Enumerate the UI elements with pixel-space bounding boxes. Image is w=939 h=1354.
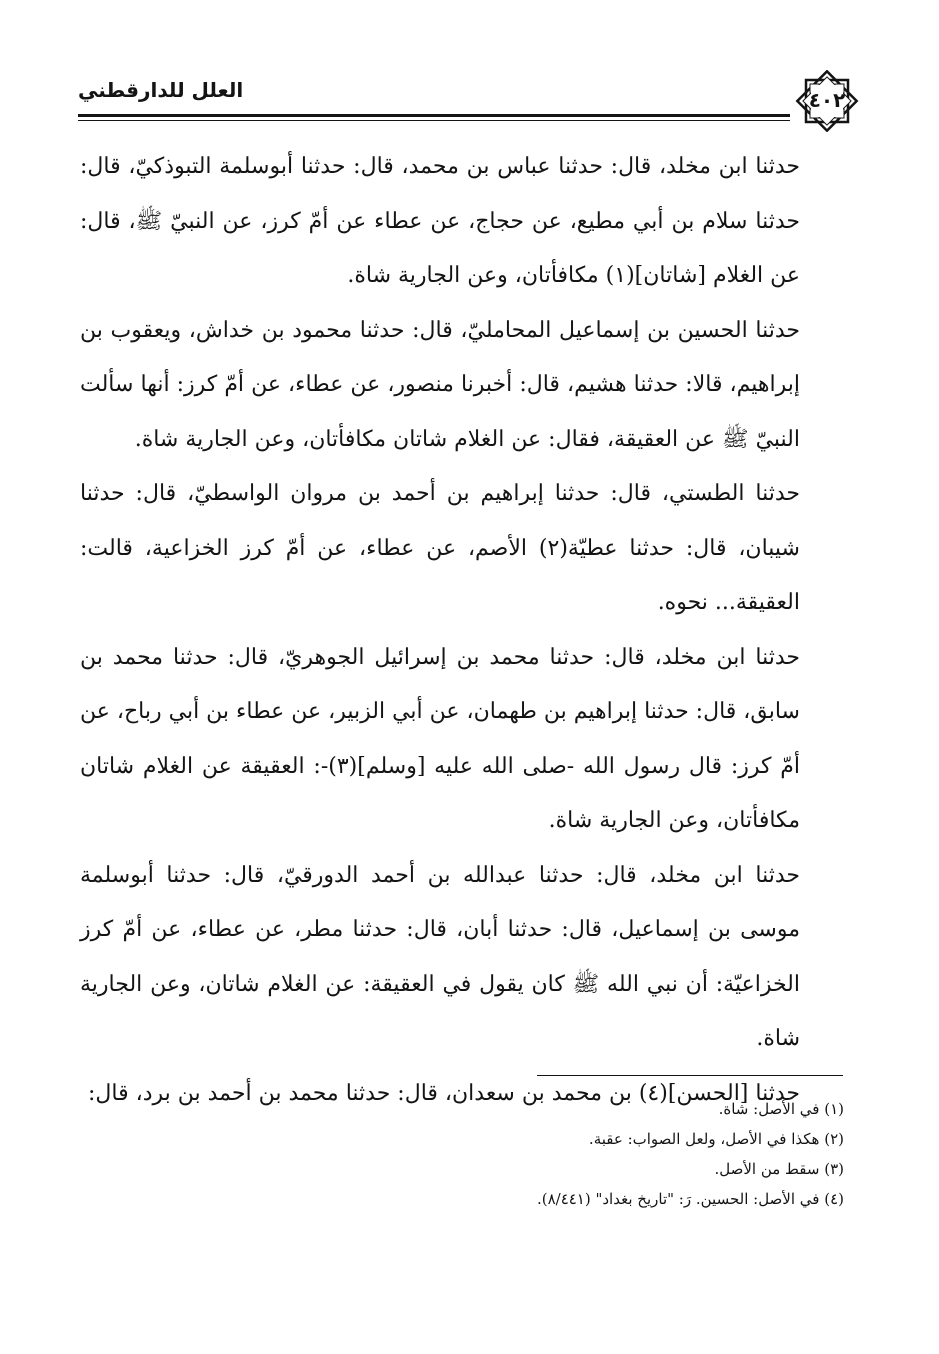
paragraph: حدثنا ابن مخلد، قال: حدثنا محمد بن إسرائيل الجوهريّ، قال: حدثنا محمد بن سابق، قال: حدثنا إبراهيم بن طهمان، عن أبي الزبير، عن عطاء بن أبي رباح، عن أمّ كرز: قال رسول الله -صلى الله عليه [وسلم](٣)-: العقيقة عن الغلام شاتان مكافأتان، وعن الجارية شاة. [80,644,800,833]
footnote: (٢) هكذا في الأصل، ولعل الصواب: عقبة. [588,1130,844,1148]
footnote: (٣) سقط من الأصل. [714,1160,844,1178]
paragraph: حدثنا ابن مخلد، قال: حدثنا عبدالله بن أحمد الدورقيّ، قال: حدثنا أبوسلمة موسى بن إسماعيل، قال: حدثنا أبان، قال: حدثنا مطر، عن عطاء، عن أمّ كرز الخزاعيّة: أن نبي الله ﷺ كان يقول في العقيقة: عن الغلام شاتان، وعن الجارية شاة. [80,862,800,1051]
page-number: ٤٠٢ [808,88,846,112]
footnote: (١) في الأصل: شاة. [718,1100,844,1118]
header-rule-thick [78,114,790,117]
paragraph: حدثنا الحسين بن إسماعيل المحامليّ، قال: حدثنا محمود بن خداش، ويعقوب بن إبراهيم، قالا: حدثنا هشيم، قال: أخبرنا منصور، عن عطاء، عن أمّ كرز: أنها سألت النبيّ ﷺ عن العقيقة، فقال: عن الغلام شاتان مكافأتان، وعن الجارية شاة. [80,317,800,452]
footnotes [300,1094,844,1214]
book-title: العلل للدارقطني [78,78,244,102]
paragraph: حدثنا الطستي، قال: حدثنا إبراهيم بن أحمد بن مروان الواسطيّ، قال: حدثنا شيبان، قال: حدثنا عطيّة(٢) الأصم، عن عطاء، عن أمّ كرز الخزاعية، قالت: العقيقة... نحوه. [80,481,800,615]
page-header [78,70,860,132]
footnote: (٤) في الأصل: الحسين. رَ: "تاريخ بغداد" (٨/٤٤١). [536,1190,844,1208]
header-rule-thin [78,120,790,121]
paragraph: حدثنا ابن مخلد، قال: حدثنا عباس بن محمد، قال: حدثنا أبوسلمة التبوذكيّ، قال: حدثنا سلام بن أبي مطيع، عن حجاج، عن عطاء عن أمّ كرز، عن النبيّ ﷺ، قال: عن الغلام [شاتان](١) مكافأتان، وعن الجارية شاة. [80,154,800,288]
paragraph: حدثنا [الحسن](٤) بن محمد بن سعدان، قال: حدثنا محمد بن أحمد بن برد، قال: [87,1080,800,1106]
page-number-badge [794,70,860,132]
main-text [80,140,848,1121]
footnote-separator [537,1075,843,1076]
